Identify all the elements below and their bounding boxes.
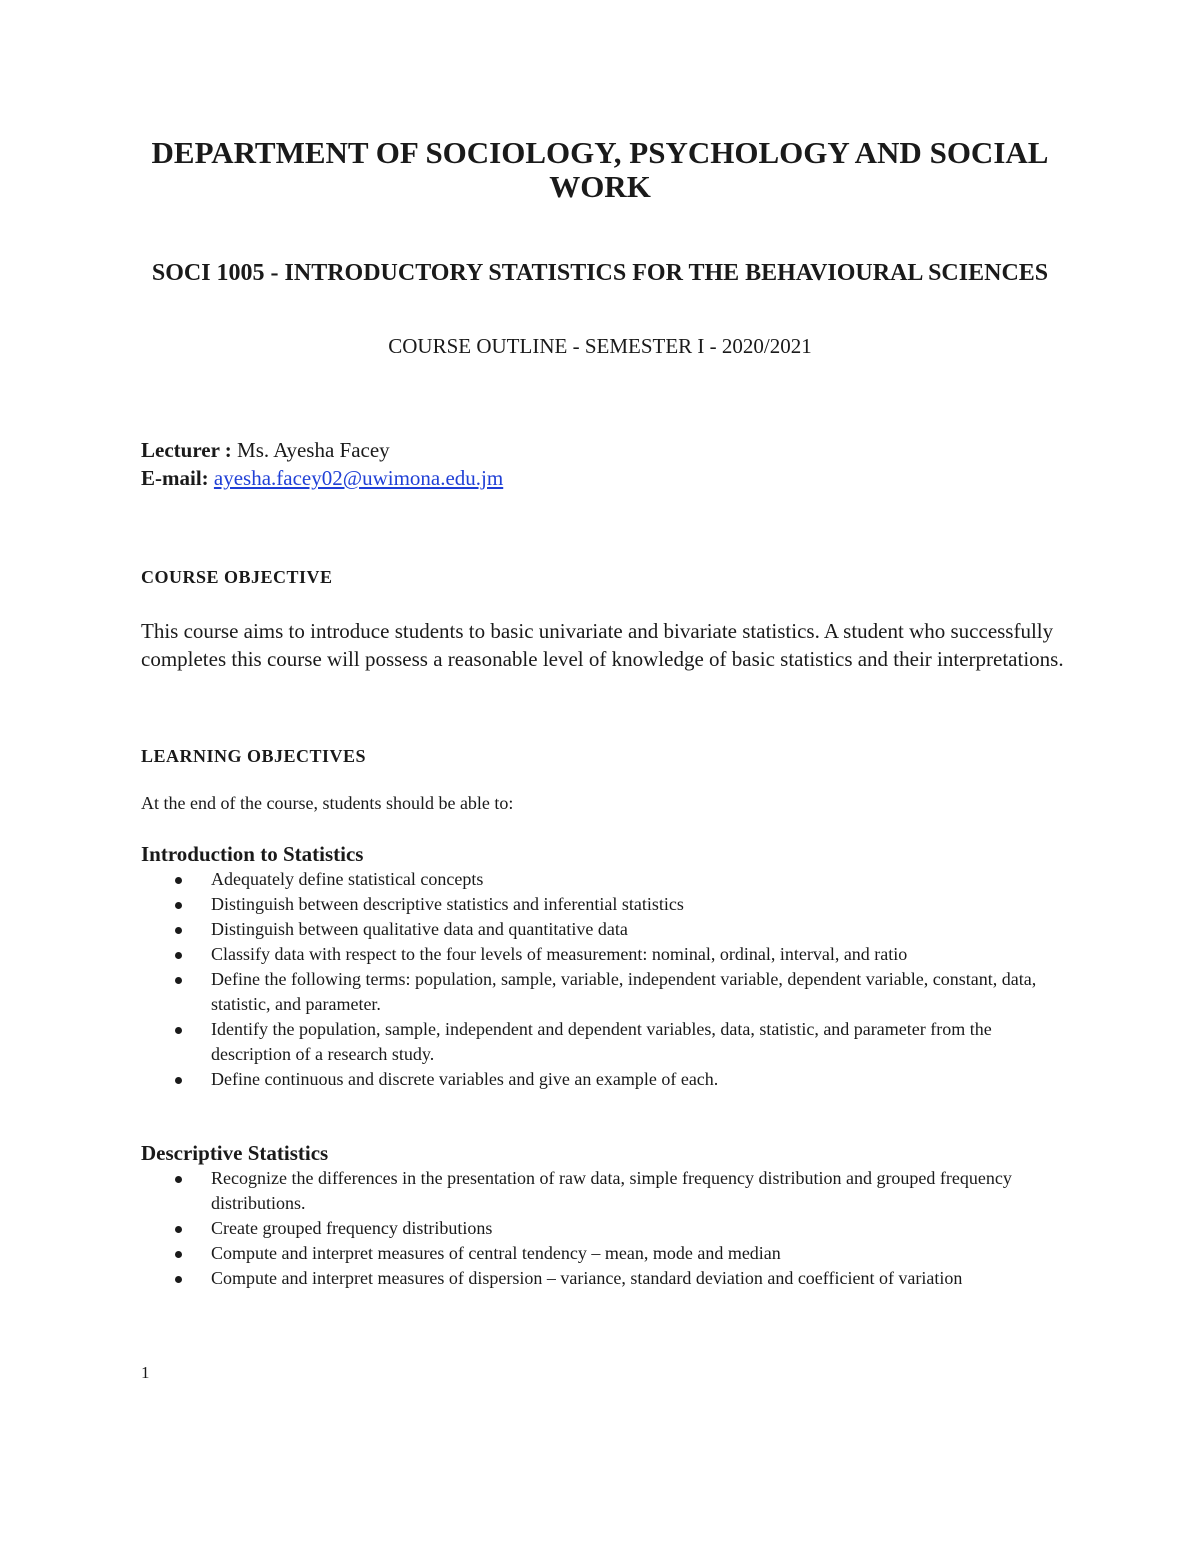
course-objective-text: This course aims to introduce students to basic univariate and bivariate statistics. A student who successfully completes this course will possess a reasonable level of knowledge of basic statistics and their interpretations. xyxy=(141,619,1064,671)
bullet-icon xyxy=(175,1027,182,1034)
introduction-bullet-list xyxy=(141,867,1071,1092)
list-item-text: Create grouped frequency distributions xyxy=(211,1218,493,1238)
email-line xyxy=(141,465,503,491)
learning-objectives-intro: At the end of the course, students should be able to: xyxy=(141,793,514,813)
list-item xyxy=(141,942,1071,967)
list-item xyxy=(141,917,1071,942)
bullet-icon xyxy=(175,877,182,884)
bullet-icon xyxy=(175,1077,182,1084)
list-item-text: Distinguish between descriptive statistics and inferential statistics xyxy=(211,894,684,914)
bullet-icon xyxy=(175,977,182,984)
list-item xyxy=(141,1266,1071,1291)
list-item-text: Compute and interpret measures of central tendency – mean, mode and median xyxy=(211,1243,781,1263)
section-title-descriptive: Descriptive Statistics xyxy=(141,1141,329,1165)
bullet-icon xyxy=(175,1226,182,1233)
course-outline-subtitle: COURSE OUTLINE - SEMESTER I - 2020/2021 xyxy=(388,334,812,358)
bullet-icon xyxy=(175,1251,182,1258)
list-item-text: Define continuous and discrete variables and give an example of each. xyxy=(211,1069,719,1089)
bullet-icon xyxy=(175,902,182,909)
department-title: DEPARTMENT OF SOCIOLOGY, PSYCHOLOGY AND SOCIAL WORK xyxy=(151,135,1049,204)
list-item xyxy=(141,967,1071,1017)
bullet-icon xyxy=(175,927,182,934)
list-item-text: Compute and interpret measures of dispersion – variance, standard deviation and coefficient of variation xyxy=(211,1268,963,1288)
lecturer-line xyxy=(141,437,390,463)
descriptive-bullet-list xyxy=(141,1166,1071,1291)
list-item-text: Distinguish between qualitative data and quantitative data xyxy=(211,919,628,939)
list-item xyxy=(141,867,1071,892)
list-item xyxy=(141,1067,1071,1092)
list-item-text: Classify data with respect to the four levels of measurement: nominal, ordinal, interval, and ratio xyxy=(211,944,908,964)
list-item xyxy=(141,1166,1071,1216)
email-label: E-mail: xyxy=(141,466,209,490)
list-item xyxy=(141,1017,1071,1067)
lecturer-label: Lecturer : xyxy=(141,438,232,462)
list-item-text: Recognize the differences in the presentation of raw data, simple frequency distribution and grouped frequency distributions. xyxy=(211,1168,1012,1213)
page-number: 1 xyxy=(141,1363,150,1382)
course-title: SOCI 1005 - INTRODUCTORY STATISTICS FOR THE BEHAVIOURAL SCIENCES xyxy=(151,260,1049,286)
bullet-icon xyxy=(175,1276,182,1283)
lecturer-name: Ms. Ayesha Facey xyxy=(231,438,390,462)
list-item xyxy=(141,1216,1071,1241)
bullet-icon xyxy=(175,1176,182,1183)
list-item-text: Define the following terms: population, sample, variable, independent variable, dependent variable, constant, data, statistic, and parameter. xyxy=(211,969,1037,1014)
list-item xyxy=(141,892,1071,917)
section-title-introduction: Introduction to Statistics xyxy=(141,842,364,866)
list-item xyxy=(141,1241,1071,1266)
course-objective-heading: COURSE OBJECTIVE xyxy=(141,567,333,587)
list-item-text: Identify the population, sample, independent and dependent variables, data, statistic, and parameter from the description of a research study. xyxy=(211,1019,992,1064)
bullet-icon xyxy=(175,952,182,959)
list-item-text: Adequately define statistical concepts xyxy=(211,869,484,889)
email-link[interactable]: ayesha.facey02@uwimona.edu.jm xyxy=(213,466,504,490)
learning-objectives-heading: LEARNING OBJECTIVES xyxy=(141,746,367,766)
